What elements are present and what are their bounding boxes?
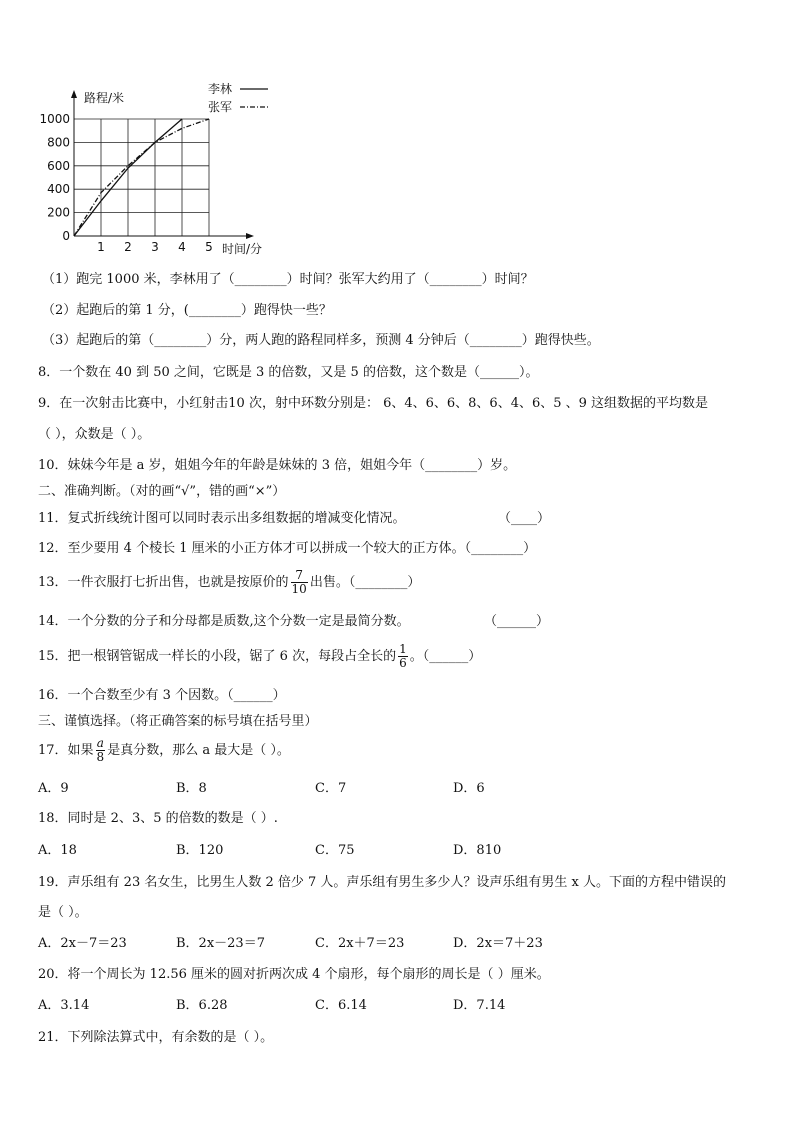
q7-sub2: （2）起跑后的第 1 分，(________）跑得快一些？ bbox=[42, 303, 332, 318]
question-14-blank: （______） bbox=[484, 614, 550, 629]
fraction-numerator: 1 bbox=[399, 642, 407, 656]
question-9-line1: 9．在一次射击比赛中，小红射击10 次，射中环数分别是： 6、4、6、6、8、6、4、6、5 、9 这组数据的平均数是 bbox=[38, 396, 709, 411]
y-axis-arrow bbox=[71, 90, 77, 98]
q18-option-c: C．75 bbox=[315, 843, 355, 858]
q7-sub3: （3）起跑后的第（________）分，两人跑的路程同样多，预测 4 分钟后（________）跑得快些。 bbox=[42, 333, 600, 348]
y-tick-label: 200 bbox=[47, 205, 70, 220]
question-19-line1: 19．声乐组有 23 名女生，比男生人数 2 倍少 7 人。声乐组有男生多少人？设声乐组有男生 x 人。下面的方程中错误的 bbox=[38, 875, 727, 890]
q19-option-a: A．2x－7＝23 bbox=[38, 936, 127, 951]
question-17 bbox=[38, 737, 290, 765]
x-axis-arrow bbox=[246, 233, 254, 239]
x-tick-label: 5 bbox=[205, 240, 213, 254]
q20-option-a: A．3.14 bbox=[38, 998, 90, 1013]
question-14: 14．一个分数的分子和分母都是质数,这个分数一定是最简分数。 bbox=[38, 614, 410, 629]
legend-label: 李林 bbox=[208, 82, 233, 96]
chart-labels bbox=[39, 90, 262, 256]
fraction-denominator: 10 bbox=[291, 582, 307, 596]
question-15-text: 15．把一根钢管锯成一样长的小段，锯了 6 次，每段占全长的 bbox=[38, 649, 397, 664]
question-15 bbox=[38, 643, 481, 671]
x-tick-label: 3 bbox=[151, 240, 159, 254]
q19-option-d: D．2x＝7＋23 bbox=[453, 936, 543, 951]
origin-label: 0 bbox=[62, 229, 70, 243]
chart-legend bbox=[208, 81, 268, 114]
y-axis-title: 路程/米 bbox=[84, 91, 125, 105]
q18-option-a: A．18 bbox=[38, 843, 77, 858]
series-line-zhang-jun bbox=[74, 119, 209, 236]
y-tick-label: 400 bbox=[47, 182, 70, 197]
question-21: 21．下列除法算式中，有余数的是（ ）。 bbox=[38, 1030, 274, 1045]
q18-option-b: B．120 bbox=[176, 843, 224, 858]
question-15-tail: 。（______） bbox=[409, 649, 482, 664]
q7-sub1: （1）跑完 1000 米，李林用了（________）时间？张军大约用了（________）时间？ bbox=[42, 272, 534, 287]
fraction-one-sixth bbox=[398, 643, 408, 670]
question-13-tail: 出售。（________） bbox=[309, 575, 421, 590]
section-3-heading: 三、谨慎选择。（将正确答案的标号填在括号里） bbox=[38, 714, 318, 729]
fraction-seven-tenths bbox=[291, 569, 308, 596]
question-19-line2: 是（ ）。 bbox=[38, 905, 88, 920]
question-11: 11．复式折线统计图可以同时表示出多组数据的增减变化情况。 bbox=[38, 511, 406, 526]
q17-option-c: C．7 bbox=[315, 781, 347, 796]
question-9-line2: （ ），众数是（ ）。 bbox=[38, 427, 151, 442]
q17-option-d: D．6 bbox=[453, 781, 485, 796]
question-13-text: 13．一件衣服打七折出售，也就是按原价的 bbox=[38, 575, 289, 590]
x-tick-label: 2 bbox=[124, 240, 132, 254]
q20-option-b: B．6.28 bbox=[176, 998, 228, 1013]
q18-option-d: D．810 bbox=[453, 843, 502, 858]
question-17-text: 17．如果 bbox=[38, 743, 94, 758]
fraction-numerator: a bbox=[96, 736, 104, 750]
fraction-denominator: 6 bbox=[399, 656, 407, 670]
question-10: 10．妹妹今年是 a 岁，姐姐今年的年龄是妹妹的 3 倍，姐姐今年（________）岁。 bbox=[38, 458, 517, 473]
chart-series bbox=[74, 119, 209, 236]
question-18: 18．同时是 2、3、5 的倍数的数是（ ）. bbox=[38, 811, 278, 826]
question-17-tail: 是真分数，那么 a 最大是（ ）。 bbox=[107, 743, 290, 758]
question-20: 20．将一个周长为 12.56 厘米的圆对折两次成 4 个扇形，每个扇形的周长是（ ）厘米。 bbox=[38, 967, 550, 982]
fraction-a-over-8 bbox=[96, 737, 106, 764]
question-13 bbox=[38, 569, 420, 597]
question-8: 8．一个数在 40 到 50 之间，它既是 3 的倍数，又是 5 的倍数，这个数是（______）。 bbox=[38, 365, 539, 380]
x-tick-label: 4 bbox=[178, 240, 186, 254]
legend-label: 张军 bbox=[208, 100, 233, 114]
fraction-denominator: 8 bbox=[96, 750, 105, 764]
q20-option-c: C．6.14 bbox=[315, 998, 367, 1013]
question-11-blank: （____） bbox=[498, 511, 551, 526]
q17-option-a: A．9 bbox=[38, 781, 69, 796]
q19-option-c: C．2x＋7＝23 bbox=[315, 936, 405, 951]
y-tick-label: 1000 bbox=[39, 112, 70, 126]
fraction-numerator: 7 bbox=[295, 568, 303, 582]
x-axis-title: 时间/分 bbox=[222, 242, 263, 256]
y-tick-label: 600 bbox=[47, 158, 70, 173]
y-tick-label: 800 bbox=[47, 135, 70, 150]
q19-option-b: B．2x－23＝7 bbox=[176, 936, 265, 951]
q20-option-d: D．7.14 bbox=[453, 998, 506, 1013]
chart-grid bbox=[74, 119, 209, 236]
question-16: 16．一个合数至少有 3 个因数。（______） bbox=[38, 688, 286, 703]
x-tick-label: 1 bbox=[97, 240, 105, 254]
question-12: 12．至少要用 4 个棱长 1 厘米的小正方体才可以拼成一个较大的正方体。（________） bbox=[38, 541, 537, 556]
section-2-heading: 二、准确判断。（对的画“√”，错的画“×”） bbox=[38, 484, 286, 499]
distance-time-chart bbox=[28, 80, 288, 258]
q17-option-b: B．8 bbox=[176, 781, 207, 796]
